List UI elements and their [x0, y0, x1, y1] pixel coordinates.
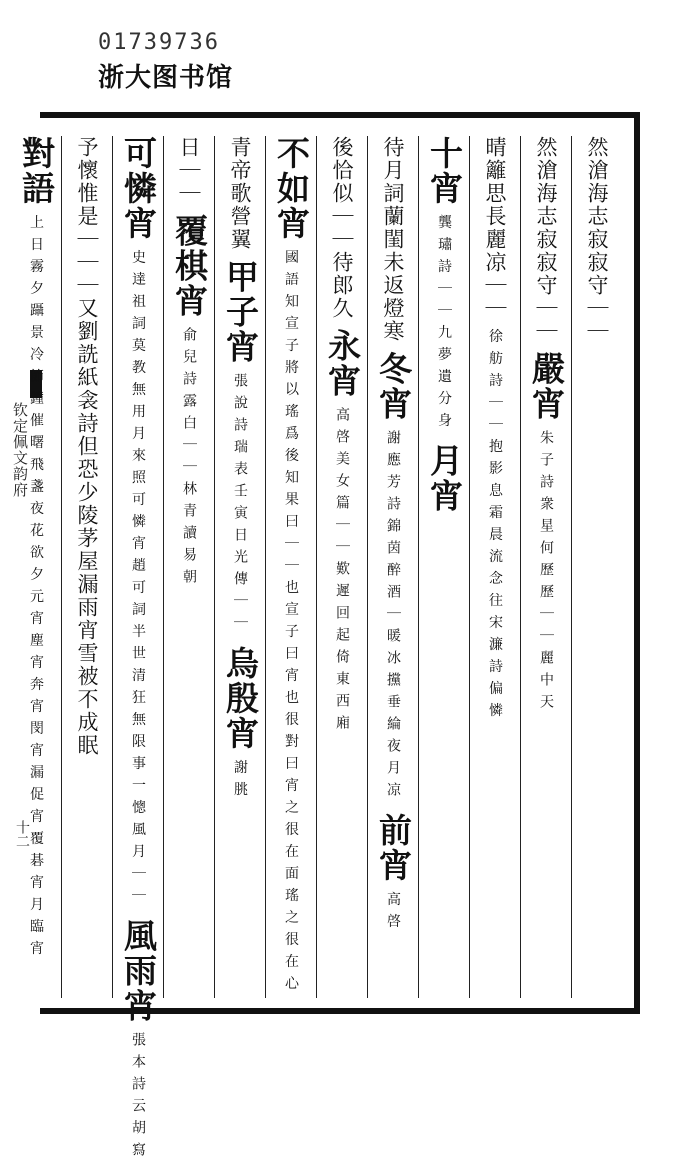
entry-heading: 覆棋宵 [170, 213, 209, 319]
entry-text: 俞兒詩露白｜｜林青讀易朝 [181, 327, 197, 592]
library-name: 浙大图书馆 [98, 63, 234, 93]
text-column [418, 136, 469, 998]
text-column [469, 136, 520, 998]
entry-heading: 十宵 [425, 136, 464, 206]
entry-text: 張本詩云胡寫 [130, 1032, 146, 1164]
entry-heading: 可憐宵 [119, 136, 158, 241]
entry-heading: 前宵 [374, 813, 413, 884]
column-text: 待月詞蘭閨未返燈寒 [381, 136, 405, 343]
column-text: 日｜｜ [177, 136, 201, 205]
column-text: 後恰似｜｜待郎久 [330, 136, 354, 320]
entry-text: 上日霧夕躡景冷節鐘催曙飛盞夜花欲夕元宵塵宵奔宵閔宵漏促宵覆碁宵月臨宵 [28, 214, 44, 963]
entry-text: 張說詩瑞表壬寅日光傳｜｜ [232, 373, 248, 638]
text-column [265, 136, 316, 998]
entry-heading: 對語 [17, 136, 56, 206]
entry-heading: 永宵 [323, 328, 362, 399]
entry-heading: 甲子宵 [221, 259, 260, 365]
column-text: 予懷惟是｜｜｜又劉詵紙衾詩但恐少陵茅屋漏雨宵雪被不成眠 [75, 136, 99, 757]
entry-heading: 嚴宵 [527, 351, 566, 422]
entry-heading: 風雨宵 [119, 918, 158, 1024]
entry-text: 史達祖詞莫教無用月來照可憐宵趙可詞半世清狂無限事一憁風月｜｜ [130, 249, 146, 910]
column-text: 晴籬思長麗凉｜｜ [483, 136, 507, 320]
entry-heading: 烏殷宵 [221, 646, 260, 752]
page-number: 十二 [14, 820, 30, 848]
text-column [11, 136, 61, 998]
entry-text: 朱子詩衆星何歷歷｜｜麗中天 [538, 430, 554, 717]
text-column [163, 136, 214, 998]
entry-text: 國語知宣子將以瑤爲後知果曰｜｜也宣子曰宵也很對曰宵之很在面瑤之很在心 [283, 249, 299, 998]
catalog-number: 01739736 [98, 30, 220, 55]
entry-text: 高啓 [385, 891, 401, 936]
book-title: 钦定佩文韵府 [11, 402, 29, 498]
text-column [571, 136, 622, 998]
text-column [112, 136, 163, 1164]
entry-text: 徐舫詩｜｜抱影息霜晨流念往宋濂詩偏憐 [487, 328, 503, 725]
entry-heading: 不如宵 [272, 136, 311, 241]
column-text: 然滄海志寂寂守｜｜ [585, 136, 609, 343]
text-column [316, 136, 367, 998]
text-column [367, 136, 418, 998]
entry-heading: 月宵 [425, 443, 464, 514]
text-column [520, 136, 571, 998]
column-text: 青帝歌營翼 [228, 136, 252, 251]
text-column [61, 136, 112, 998]
library-stamp [98, 30, 233, 94]
entry-text: 高啓美女篇｜｜歎遲回起倚東西廂 [334, 407, 350, 738]
entry-heading: 冬宵 [374, 351, 413, 422]
entry-text: 謝應芳詩錦茵醉酒｜暖冰攩垂綸夜月凉 [385, 430, 401, 805]
entry-text: 龔璛詩｜｜九夢遺分身 [436, 214, 452, 435]
text-column [214, 136, 265, 998]
entry-text: 謝朓 [232, 759, 248, 804]
column-text: 然滄海志寂寂守｜｜ [534, 136, 558, 343]
